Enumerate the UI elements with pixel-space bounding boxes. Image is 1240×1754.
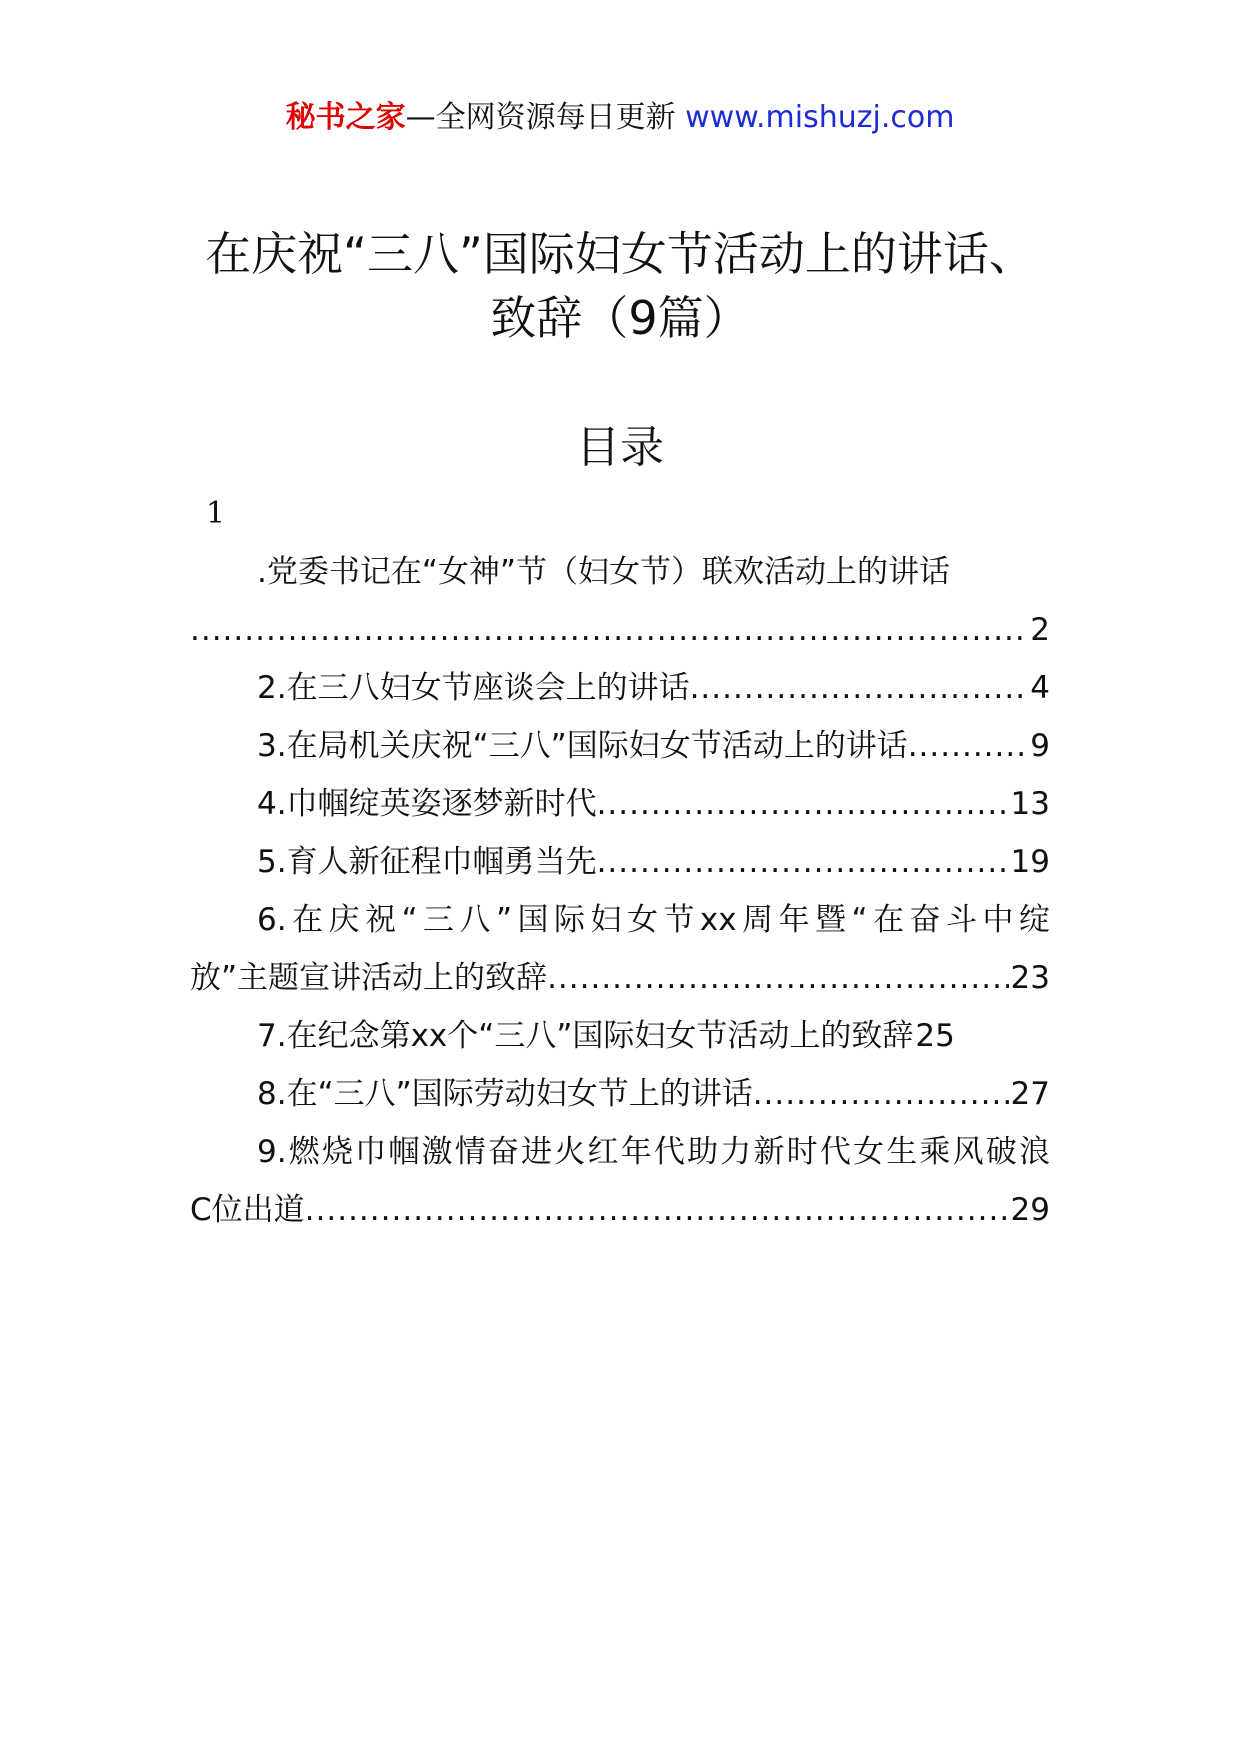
toc-item-2-text: 2.在三八妇女节座谈会上的讲话 [257,670,690,706]
toc-item-8-text: 8.在“三八”国际劳动妇女节上的讲话 [257,1076,753,1112]
list-number: 1 [206,496,226,531]
toc-item-6-line-1[interactable] [190,900,1050,940]
toc-item-6-line-2[interactable] [190,958,1050,998]
toc-leader-dots [753,1074,1009,1114]
title-line-1: 在庆祝“三八”国际妇女节活动上的讲话、 [205,227,1035,281]
toc-item-1-text: .党委书记在“女神”节（妇女节）联欢活动上的讲话 [257,554,950,590]
header-slogan: —全网资源每日更新 [405,100,686,135]
toc-item-9-line-1[interactable] [190,1132,1050,1172]
toc-item-5-text: 5.育人新征程巾帼勇当先 [257,844,597,880]
toc-leader-dots [908,726,1029,766]
toc-leader-dots [190,610,1028,650]
toc-leader-dots [597,784,1009,824]
toc-leader-dots [547,958,1008,998]
title-line-2: 致辞（9篇） [490,291,750,345]
toc-leader-dots [305,1190,1009,1230]
toc-leader-dots [597,842,1009,882]
brand-name: 秘书之家 [285,100,406,135]
toc-item-7-text: 7.在纪念第xx个“三八”国际妇女节活动上的致辞 [257,1018,914,1054]
toc-heading: 目录 [576,422,664,473]
toc-item-9-text-cont: C位出道 [190,1192,305,1228]
toc-item-2[interactable] [190,668,1050,708]
toc-item-7-page: 25 [915,1018,955,1054]
toc-item-3-page: 9 [1030,728,1050,764]
toc-item-9-line-2[interactable] [190,1190,1050,1230]
toc-item-4[interactable] [190,784,1050,824]
toc-item-9-page: 29 [1010,1192,1050,1228]
document-title [0,222,1240,350]
toc-item-7[interactable] [190,1016,1050,1056]
toc-item-3-text: 3.在局机关庆祝“三八”国际妇女节活动上的讲话 [257,728,908,764]
toc-item-1-page: 2 [1030,612,1050,648]
toc-item-8[interactable] [190,1074,1050,1114]
toc-item-5-page: 19 [1010,844,1050,880]
toc-item-4-text: 4.巾帼绽英姿逐梦新时代 [257,786,597,822]
toc-item-8-page: 27 [1010,1076,1050,1112]
toc-item-4-page: 13 [1010,786,1050,822]
toc-item-6-page: 23 [1010,960,1050,996]
toc-item-1-line-1[interactable] [190,552,1050,592]
toc-item-3[interactable] [190,726,1050,766]
toc-item-6-text: 6.在庆祝“三八”国际妇女节xx周年暨“在奋斗中绽 [257,902,1050,938]
site-header [0,98,1240,138]
toc-item-6-text-cont: 放”主题宣讲活动上的致辞 [190,960,548,996]
toc-item-9-text: 9.燃烧巾帼激情奋进火红年代助力新时代女生乘风破浪 [257,1134,1050,1170]
site-link[interactable]: www.mishuzj.com [685,100,955,135]
toc-item-1-line-2[interactable] [190,610,1050,650]
toc-item-2-page: 4 [1030,670,1050,706]
toc-leader-dots [690,668,1029,708]
toc-item-5[interactable] [190,842,1050,882]
